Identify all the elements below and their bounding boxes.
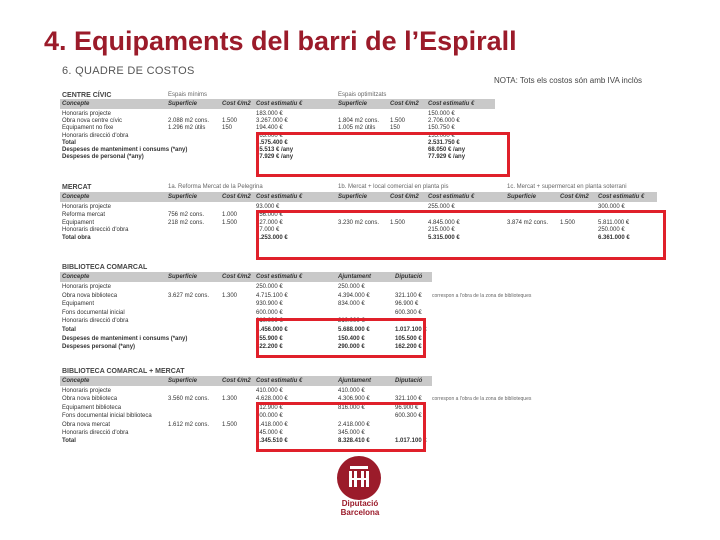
cell: 1.500 [222, 118, 238, 125]
cell: 1.804 m2 cons. [338, 118, 380, 125]
cell: 1.017.100 € [395, 327, 427, 333]
highlight-centre-civic [256, 132, 510, 177]
cell: Honoraris projecte [62, 284, 112, 290]
table-row [60, 301, 660, 309]
cell: Despeses personal (*any) [62, 344, 136, 351]
cell: Superfície [338, 194, 368, 200]
cell: 4.306.900 € [338, 396, 370, 403]
cell: 250.000 € [598, 227, 625, 234]
table-row [60, 388, 660, 396]
cell: 85.513 € /any [256, 147, 294, 153]
cell: 410.000 € [338, 388, 365, 394]
cell: 2.706.000 € [428, 118, 460, 125]
cell: 250.000 € [338, 284, 365, 290]
diputacio-logo [337, 456, 381, 500]
cell: 1.500 [390, 118, 406, 125]
cell: Reforma mercat [62, 211, 106, 218]
cell: 150 [222, 125, 233, 132]
cell: 756.000 € [256, 211, 283, 218]
logo-label [330, 499, 390, 517]
cell: 6.361.000 € [598, 235, 630, 242]
cell: 321.100 € [395, 396, 422, 403]
cell: 1.500 [222, 219, 238, 226]
cell: 4.715.100 € [256, 292, 288, 299]
cell: Obra nova mercat [62, 421, 111, 428]
cell: 1.300 [222, 292, 238, 299]
cell: 105.500 € [395, 335, 422, 342]
cell: 4.845.000 € [428, 219, 460, 226]
cell: Diputació [395, 274, 423, 280]
cell: Ajuntament [338, 274, 371, 280]
cell: 930.900 € [256, 301, 283, 308]
cell: 163.000 € [256, 132, 283, 139]
cell: Cost estimatiu € [428, 101, 475, 107]
cell: Cost €/m2 [560, 194, 589, 200]
highlight-biblio-mercat [256, 402, 426, 452]
cell: Cost estimatiu € [598, 194, 645, 200]
cell: Cost €/m2 [222, 101, 251, 107]
cell: Cost estimatiu € [256, 101, 303, 107]
cell: Superfície [168, 378, 198, 384]
cell: 834.000 € [338, 301, 365, 308]
cell: Diputació [395, 378, 423, 384]
cell: Honoraris projecte [62, 388, 112, 394]
table-row [60, 310, 660, 318]
cell: Despeses de personal (*any) [62, 154, 144, 161]
section-centre-civic: CENTRE CÍVIC [62, 92, 112, 99]
cell: 600.300 € [395, 413, 422, 420]
cell: 4.394.000 € [338, 292, 370, 299]
cell: 3.575.400 € [256, 139, 288, 146]
table-row [60, 293, 660, 301]
cell: 422.200 € [256, 344, 283, 351]
cell: 210.000 € [256, 318, 283, 325]
cell: Cost estimatiu € [256, 378, 303, 384]
cell: Honoraris direcció d'obra [62, 132, 129, 139]
cell: Equipament [62, 219, 95, 226]
cell: Obra nova biblioteca [62, 292, 118, 299]
cell: Cost €/m2 [222, 194, 251, 200]
espais-optimitzats-label: Espais optimitzats [338, 92, 387, 98]
cell: 183.000 € [256, 111, 283, 117]
cell: 1.005 m2 útils [338, 125, 376, 132]
cell: 210.000 € [338, 318, 365, 325]
cell: Fons documental inicial [62, 309, 125, 316]
quadre-heading: 6. QUADRE DE COSTOS [62, 65, 195, 77]
cell: Concepte [62, 274, 90, 280]
cell: Fons documental inicial biblioteca [62, 413, 152, 420]
cell: Superfície [168, 274, 198, 280]
cell: Equipament [62, 301, 95, 308]
cell: 3.627 m2 cons. [168, 292, 210, 299]
cell: 68.050 € /any [428, 147, 466, 153]
table-header [60, 101, 660, 109]
cell: Cost estimatiu € [256, 274, 303, 280]
cell: Honoraris direcció d'obra [62, 430, 129, 436]
slide-title: 4. Equipaments del barri de l’Espirall [44, 26, 517, 56]
cell: Concepte [62, 378, 90, 384]
cell: 1.017.100 € [395, 438, 427, 445]
cell: 1.500 [390, 219, 406, 226]
espais-minims-label: Espais mínims [168, 92, 208, 98]
cell: Superfície [338, 101, 368, 107]
cell: 9.345.510 € [256, 438, 288, 445]
cell: Total [62, 438, 76, 445]
cell: Honoraris projecte [62, 204, 112, 210]
cell: Cost €/m2 [390, 101, 419, 107]
cell: 218 m2 cons. [168, 219, 205, 226]
section-mercat: MERCAT [62, 184, 92, 191]
cell: 1.000 [222, 211, 238, 218]
cell: 5.688.000 € [338, 327, 370, 333]
cell: 3.230 m2 cons. [338, 219, 380, 226]
highlight-mercat [256, 210, 666, 260]
cell: 6.456.000 € [256, 327, 288, 333]
cell: 135.000 € [428, 132, 455, 139]
cell: 150.000 € [428, 111, 455, 117]
cell: 150 [390, 125, 401, 132]
section-biblioteca: BIBLIOTECA COMARCAL [62, 264, 148, 271]
row-note: correspon a l'obra de la zona de biblioteques [432, 396, 532, 403]
cell: 3.874 m2 cons. [507, 219, 549, 226]
cell: Cost estimatiu € [428, 194, 475, 200]
cell: Honoraris direcció d'obra [62, 318, 129, 325]
cell: 3.560 m2 cons. [168, 396, 210, 403]
cell: 1.253.000 € [256, 235, 288, 242]
cell: Total [62, 327, 76, 333]
cell: 345.000 € [256, 430, 283, 436]
cell: 4.628.000 € [256, 396, 288, 403]
cell: 3.267.000 € [256, 118, 288, 125]
mercat-option-1: 1a. Reforma Mercat de la Pelegrina [168, 184, 263, 190]
cell: 2.418.000 € [338, 421, 370, 428]
cell: 77.000 € [256, 227, 280, 234]
cell: Total [62, 139, 76, 146]
highlight-biblioteca [256, 318, 426, 358]
diputacio-emblem-icon [337, 456, 381, 500]
cell: Ajuntament [338, 378, 371, 384]
cell: Equipament no fixe [62, 125, 114, 132]
cell: 345.000 € [338, 430, 365, 436]
cell: 1.612 m2 cons. [168, 421, 210, 428]
cell: 2.418.000 € [256, 421, 288, 428]
cell: 8.328.410 € [338, 438, 370, 445]
cell: 756 m2 cons. [168, 211, 205, 218]
cell: 327.000 € [256, 219, 283, 226]
cell: 150.400 € [338, 335, 365, 342]
cell: Cost €/m2 [390, 194, 419, 200]
cell: 2.531.750 € [428, 139, 460, 146]
cell: 5.315.000 € [428, 235, 460, 242]
cell: 1.300 [222, 396, 238, 403]
cell: Obra nova centre cívic [62, 118, 123, 125]
cell: 600.000 € [256, 309, 283, 316]
row-note: correspon a l'obra de la zona de biblioteques [432, 292, 532, 299]
cell: Despeses de manteniment i consums (*any) [62, 335, 188, 342]
cell: 150.750 € [428, 125, 455, 132]
mercat-option-2: 1b. Mercat + local comercial en planta pis [338, 184, 449, 190]
cell: Cost estimatiu € [256, 194, 303, 200]
cell: 93.000 € [256, 204, 280, 210]
cell: 194.400 € [256, 125, 283, 132]
cell: Honoraris direcció d'obra [62, 227, 129, 234]
cell: 250.000 € [256, 284, 283, 290]
cell: 2.088 m2 cons. [168, 118, 210, 125]
cell: Superfície [168, 194, 198, 200]
cell: 290.000 € [338, 344, 365, 351]
cell: 162.200 € [395, 344, 422, 351]
cell: Cost €/m2 [222, 378, 251, 384]
cell: 300.000 € [598, 204, 625, 210]
cell: Concepte [62, 101, 90, 107]
logo-line-2: Barcelona [340, 508, 380, 517]
table-header [60, 194, 660, 202]
cell: 77.929 € /any [256, 154, 294, 161]
cell: Concepte [62, 194, 90, 200]
cell: 1.296 m2 útils [168, 125, 206, 132]
cell: 215.000 € [428, 227, 455, 234]
cell: 77.929 € /any [428, 154, 466, 161]
cell: 255.000 € [428, 204, 455, 210]
cell: 600.000 € [256, 413, 283, 420]
cell: 321.100 € [395, 292, 422, 299]
cell: Superfície [507, 194, 537, 200]
cell: 600.300 € [395, 309, 422, 316]
logo-line-1: Diputació [341, 499, 379, 508]
cell: 1.500 [560, 219, 576, 226]
cell: 5.811.000 € [598, 219, 630, 226]
cell: 96.900 € [395, 404, 419, 411]
nota-iva: NOTA: Tots els costos són amb IVA inclòs [494, 76, 643, 85]
section-biblio-mercat: BIBLIOTECA COMARCAL + MERCAT [62, 368, 185, 375]
table-header [60, 274, 660, 282]
mercat-option-3: 1c. Mercat + supermercat en planta soterrani [507, 184, 627, 190]
cell: 255.900 € [256, 335, 283, 342]
cell: 816.000 € [338, 404, 365, 411]
cell: Honoraris projecte [62, 111, 112, 117]
table-header [60, 378, 660, 386]
table-row [60, 284, 660, 292]
cell: 410.000 € [256, 388, 283, 394]
cell: Equipament biblioteca [62, 404, 122, 411]
cell: 96.900 € [395, 301, 419, 308]
cell: Superfície [168, 101, 198, 107]
cell: Despeses de manteniment i consums (*any) [62, 147, 188, 153]
cell: 912.900 € [256, 404, 283, 411]
cell: Cost €/m2 [222, 274, 251, 280]
cell: 1.500 [222, 421, 238, 428]
cell: Obra nova biblioteca [62, 396, 118, 403]
cell: Total obra [62, 235, 91, 242]
